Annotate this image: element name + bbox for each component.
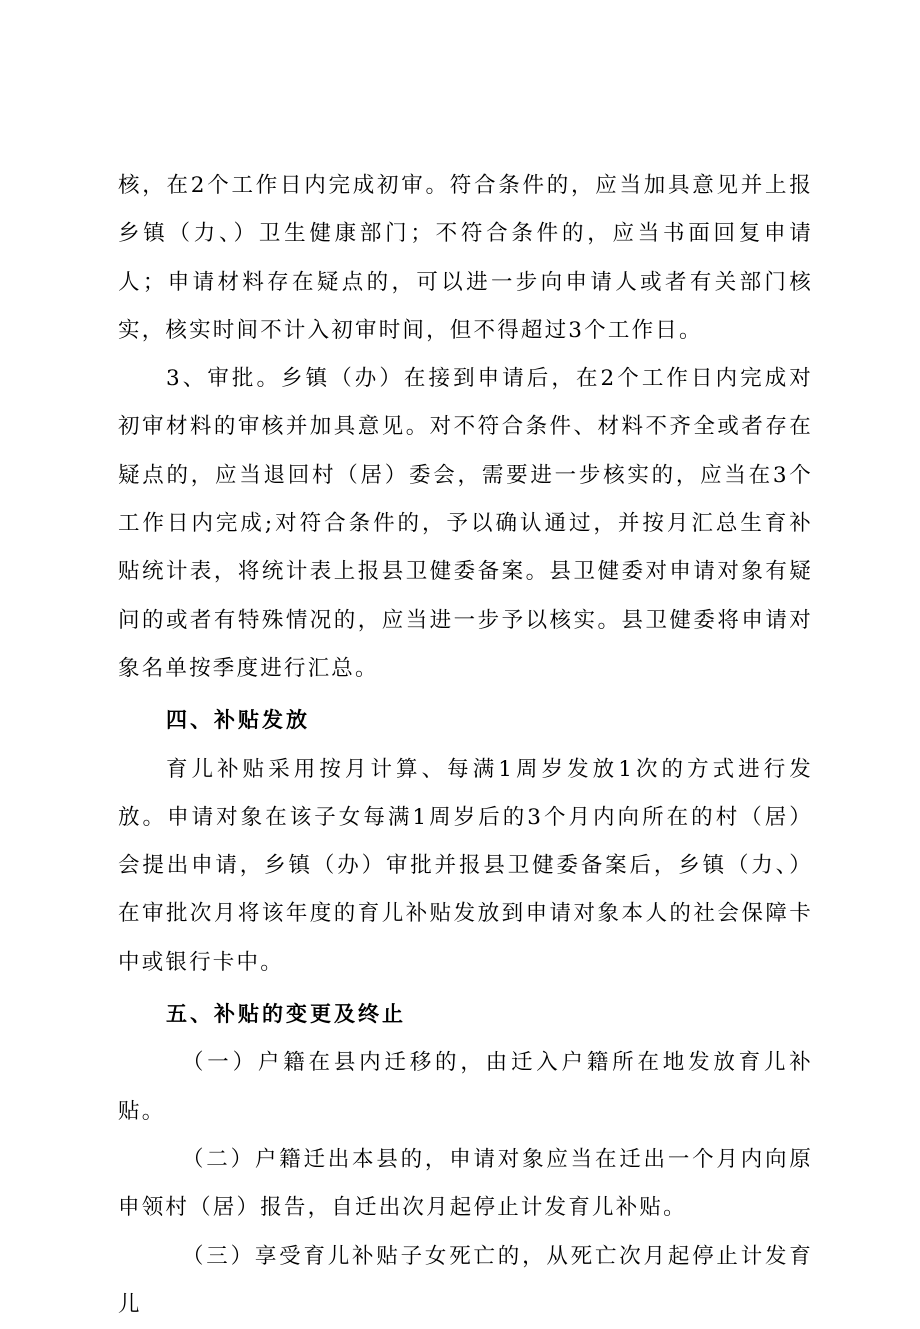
list-item-child-death: （三）享受育儿补贴子女死亡的，从死亡次月起停止计发育儿 bbox=[118, 1243, 813, 1317]
paragraph-approval: 3、审批。乡镇（办）在接到申请后，在2个工作日内完成对初审材料的审核并加具意见。对不符合条件、材料不齐全或者存在疑点的，应当退回村（居）委会，需要进一步核实的，应当在3个工作日内完成;对符合条件的，予以确认通过，并按月汇总生育补贴统计表，将统计表上报县卫健委备案。县卫健委对申请对象有疑问的或者有特殊情况的，应当进一步予以核实。县卫健委将申请对象名单按季度进行汇总。 bbox=[118, 366, 813, 681]
list-item-out-of-county-transfer: （二）户籍迁出本县的，申请对象应当在迁出一个月内向原申领村（居）报告，自迁出次月起停止计发育儿补贴。 bbox=[118, 1146, 813, 1221]
document-body bbox=[118, 162, 813, 1329]
paragraph-subsidy-payment: 育儿补贴采用按月计算、每满1周岁发放1次的方式进行发放。申请对象在该子女每满1周岁后的3个月内向所在的村（居）会提出申请，乡镇（办）审批并报县卫健委备案后，乡镇（力、）在审批次月将该年度的育儿补贴发放到申请对象本人的社会保障卡中或银行卡中。 bbox=[118, 756, 813, 975]
section-heading-change-termination: 五、补贴的变更及终止 bbox=[166, 1002, 406, 1027]
paragraph-initial-review-continuation: 核，在2个工作日内完成初审。符合条件的，应当加具意见并上报乡镇（力、）卫生健康部门；不符合条件的，应当书面回复申请人；申请材料存在疑点的，可以进一步向申请人或者有关部门核实，核实时间不计入初审时间，但不得超过3个工作日。 bbox=[118, 173, 813, 343]
list-item-intra-county-transfer: （一）户籍在县内迁移的，由迁入户籍所在地发放育儿补贴。 bbox=[118, 1050, 813, 1124]
section-heading-subsidy-payment: 四、补贴发放 bbox=[166, 708, 310, 733]
